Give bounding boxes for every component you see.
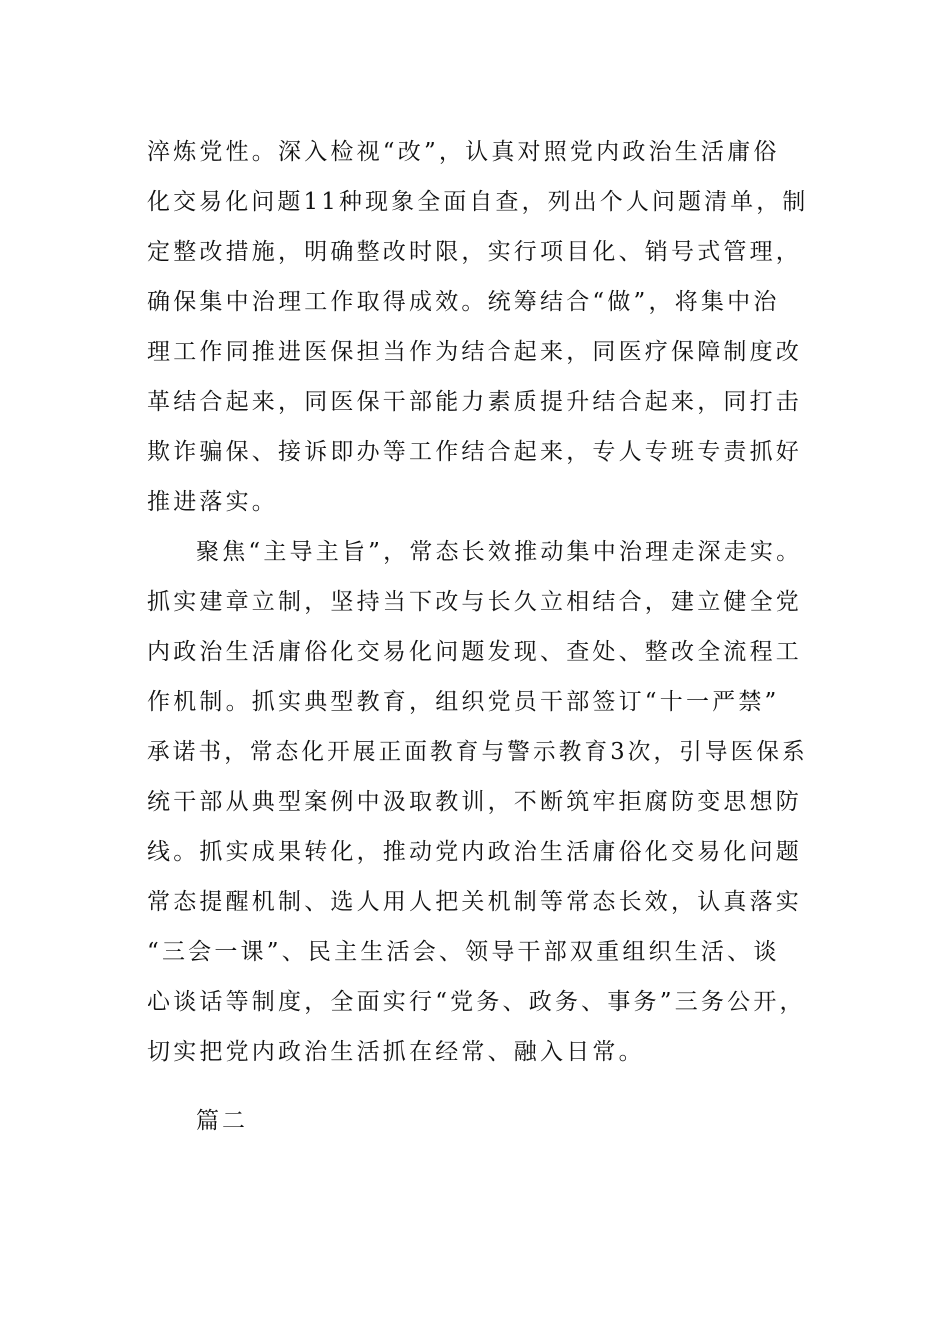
paragraph-line: 推进落实。 — [147, 489, 278, 515]
paragraph-line: 统干部从典型案例中汲取教训，不断筑牢拒腐防变思想防 — [147, 789, 802, 815]
paragraph-line: 常态提醒机制、选人用人把关机制等常态长效，认真落实 — [147, 889, 802, 915]
paragraph-line: 线。抓实成果转化，推动党内政治生活庸俗化交易化问题 — [147, 839, 802, 865]
paragraph-line: 淬炼党性。深入检视“改”，认真对照党内政治生活庸俗 — [147, 139, 780, 165]
section-heading: 篇二 — [196, 1108, 248, 1134]
paragraph-line: 聚焦“主导主旨”，常态长效推动集中治理走深走实。 — [196, 539, 803, 565]
paragraph-line: 化交易化问题11种现象全面自查，列出个人问题清单，制 — [147, 189, 809, 215]
paragraph-line: 内政治生活庸俗化交易化问题发现、查处、整改全流程工 — [147, 639, 802, 665]
paragraph-line: 革结合起来，同医保干部能力素质提升结合起来，同打击 — [147, 389, 802, 415]
paragraph-line: 心谈话等制度，全面实行“党务、政务、事务”三务公开， — [147, 989, 806, 1015]
paragraph-line: 欺诈骗保、接诉即办等工作结合起来，专人专班专责抓好 — [147, 439, 802, 465]
paragraph-line: 切实把党内政治生活抓在经常、融入日常。 — [147, 1039, 645, 1065]
paragraph-line: 定整改措施，明确整改时限，实行项目化、销号式管理， — [147, 239, 802, 265]
paragraph-line: 确保集中治理工作取得成效。统筹结合“做”，将集中治 — [147, 289, 780, 315]
paragraph-line: 作机制。抓实典型教育，组织党员干部签订“十一严禁” — [147, 689, 780, 715]
paragraph-line: 抓实建章立制，坚持当下改与长久立相结合，建立健全党 — [147, 589, 802, 615]
paragraph-line: “三会一课”、民主生活会、领导干部双重组织生活、谈 — [147, 939, 780, 965]
paragraph-line: 理工作同推进医保担当作为结合起来，同医疗保障制度改 — [147, 339, 802, 365]
paragraph-line: 承诺书，常态化开展正面教育与警示教育3次，引导医保系 — [147, 739, 808, 765]
